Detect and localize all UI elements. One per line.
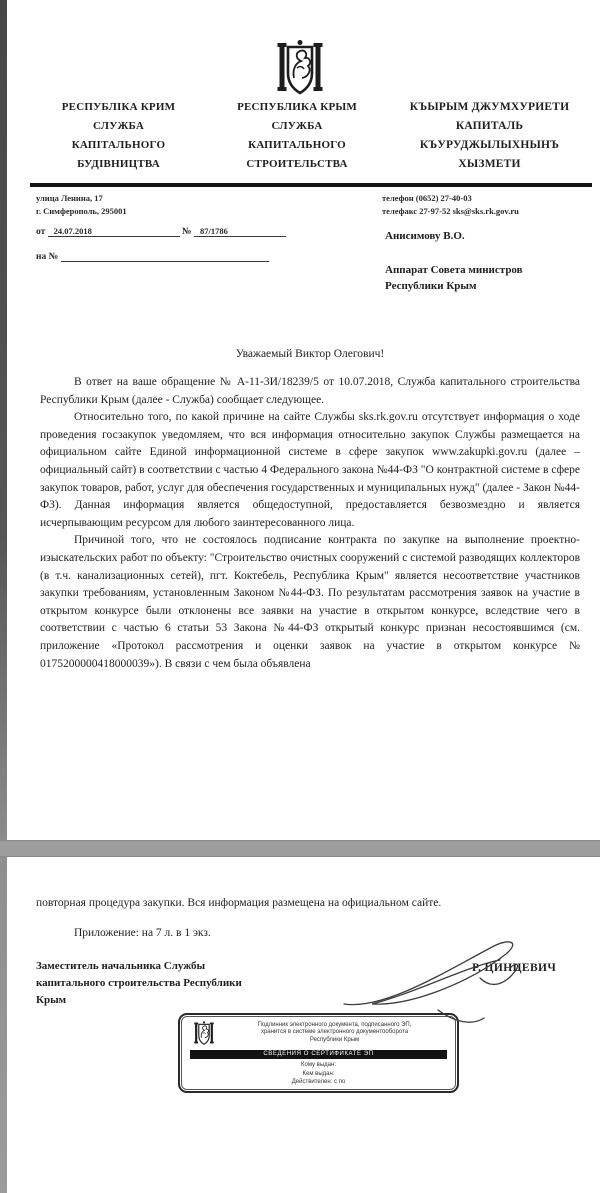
paragraph-4: повторная процедура закупки. Вся информация размещена на официальном сайте. bbox=[36, 897, 442, 909]
paragraph-1: В ответ на ваше обращение № А-11-3И/18239/5 от 10.07.2018, Служба капитального строительства Республики Крым (далее - Служба) сообщает следующее. bbox=[40, 376, 580, 406]
org-line: СТРОИТЕЛЬСТВА bbox=[246, 158, 348, 170]
org-name-russian bbox=[205, 98, 389, 174]
org-line: БУДІВНИЦТВА bbox=[77, 158, 160, 170]
outgoing-number: 87/1786 bbox=[194, 226, 286, 237]
contacts-block bbox=[382, 192, 519, 218]
org-line: КЪУРУДЖЫЛЫХНЫНЪ bbox=[419, 139, 560, 151]
reference-incoming bbox=[36, 252, 269, 262]
recipient-org-line: Республики Крым bbox=[385, 280, 477, 292]
outgoing-date: 24.07.2018 bbox=[48, 226, 180, 237]
reference-outgoing bbox=[36, 226, 286, 237]
org-line: КАПИТАЛЬ bbox=[455, 120, 524, 132]
scan-edge-strip bbox=[0, 0, 7, 1193]
org-line: КАПИТАЛЬНОГО bbox=[248, 139, 346, 151]
org-line: КАПІТАЛЬНОГО bbox=[71, 139, 166, 151]
attachment-note: Приложение: на 7 л. в 1 экз. bbox=[74, 927, 211, 939]
address-block bbox=[36, 192, 127, 218]
stamp-header-line: хранится в системе электронного документооборота bbox=[260, 1029, 409, 1036]
org-line: РЕСПУБЛИКА КРЫМ bbox=[237, 101, 357, 113]
stamp-detail-line: Кем выдан: bbox=[302, 1070, 335, 1077]
incoming-number-blank bbox=[61, 261, 269, 262]
org-name-crimean-tatar bbox=[389, 98, 590, 174]
stamp-header-line: Республики Крым bbox=[309, 1036, 360, 1043]
org-name-ukrainian bbox=[32, 98, 205, 174]
recipient-name: Анисимову В.О. bbox=[385, 230, 465, 242]
reply-label: на № bbox=[36, 252, 59, 262]
paragraph-3: Причиной того, что не состоялось подписание контракта по закупке на выполнение проектно-изыскательских работ по объекту: "Строительство очистных сооружений с системой разводящих коллекторов (в т.ч. канализационных сетей), пгт. Коктебель, Республика Крым" является несоответствие участников закупки требованиям, установленным Законом №44-ФЗ. По результатам рассмотрения заявок на участие в открытом конкурсе были отклонены все заявки на участие в открытом конкурсе, вследствие чего в соответствии с частью 6 статьи 53 Закона №44-ФЗ открытый конкурс признан несостоявшимся (см. приложение «Протокол рассмотрения и оценки заявок на участие в открытом конкурсе № 0175200000418000039»). В связи с чем была объявлена bbox=[40, 534, 580, 670]
fax-email-line: телефакс 27-97-52 sks@sks.rk.gov.ru bbox=[382, 206, 519, 216]
stamp-detail-line: Кому выдан: bbox=[300, 1062, 336, 1068]
signature-flourish-icon bbox=[330, 930, 545, 1035]
letterhead bbox=[32, 98, 590, 174]
address-line: улица Ленина, 17 bbox=[36, 193, 103, 203]
org-line: КЪЫРЫМ ДЖУМХУРИЕТИ bbox=[409, 101, 570, 113]
address-line: г. Симферополь, 295001 bbox=[36, 206, 127, 216]
org-line: РЕСПУБЛІКА КРИМ bbox=[61, 101, 176, 113]
from-label: от bbox=[36, 227, 46, 237]
crimea-coat-of-arms-small-icon bbox=[194, 1020, 214, 1046]
number-label: № bbox=[182, 227, 192, 237]
signer-title-line: Заместитель начальника Службы bbox=[36, 960, 206, 972]
crimea-coat-of-arms-icon bbox=[277, 38, 323, 96]
signer-title bbox=[36, 958, 296, 1009]
stamp-header-line: Подлинник электронного документа, подписанного ЭП, bbox=[257, 1021, 412, 1028]
stamp-detail-line: Действителен: с по bbox=[291, 1079, 346, 1085]
recipient-org-line: Аппарат Совета министров bbox=[385, 264, 523, 276]
paragraph-2: Относительно того, по какой причине на сайте Службы sks.rk.gov.ru отсутствует информация о ходе проведения госзакупок уведомляем, что вся информация относительно закупок Службы размещается на официальном сайте Единой информационной системе в сфере закупок www.zakupki.gov.ru (далее – официальный сайт) в соответствии с частью 4 Федерального закона №44-ФЗ "О контрактной системе в сфере закупок товаров, работ, услуг для обеспечения государственных и муниципальных нужд" (далее - Закон №44-ФЗ). Данная информация является общедоступной, предоставляется безвозмездно и является исчерпывающим ресурсом для любого заинтересованного лица. bbox=[40, 411, 580, 529]
letter-body bbox=[40, 374, 580, 673]
stamp-certificate-bar: СВЕДЕНИЯ О СЕРТИФИКАТЕ ЭП bbox=[190, 1050, 447, 1059]
recipient-block bbox=[385, 228, 523, 294]
org-line: ХЫЗМЕТИ bbox=[458, 158, 521, 170]
stamp-certificate-details bbox=[188, 1061, 449, 1087]
letterhead-divider bbox=[30, 183, 592, 187]
signer-title-line: капитального строительства Республики bbox=[36, 977, 242, 989]
signer-title-line: Крым bbox=[36, 994, 67, 1006]
org-line: СЛУЖБА bbox=[271, 120, 323, 132]
org-line: СЛУЖБА bbox=[92, 120, 145, 132]
salutation: Уважаемый Виктор Олегович! bbox=[235, 348, 385, 360]
signer-name: Р. ЦИНЦЕВИЧ bbox=[472, 962, 557, 974]
phone-line: телефон (0652) 27-40-03 bbox=[382, 193, 472, 203]
page-separator bbox=[0, 840, 600, 857]
